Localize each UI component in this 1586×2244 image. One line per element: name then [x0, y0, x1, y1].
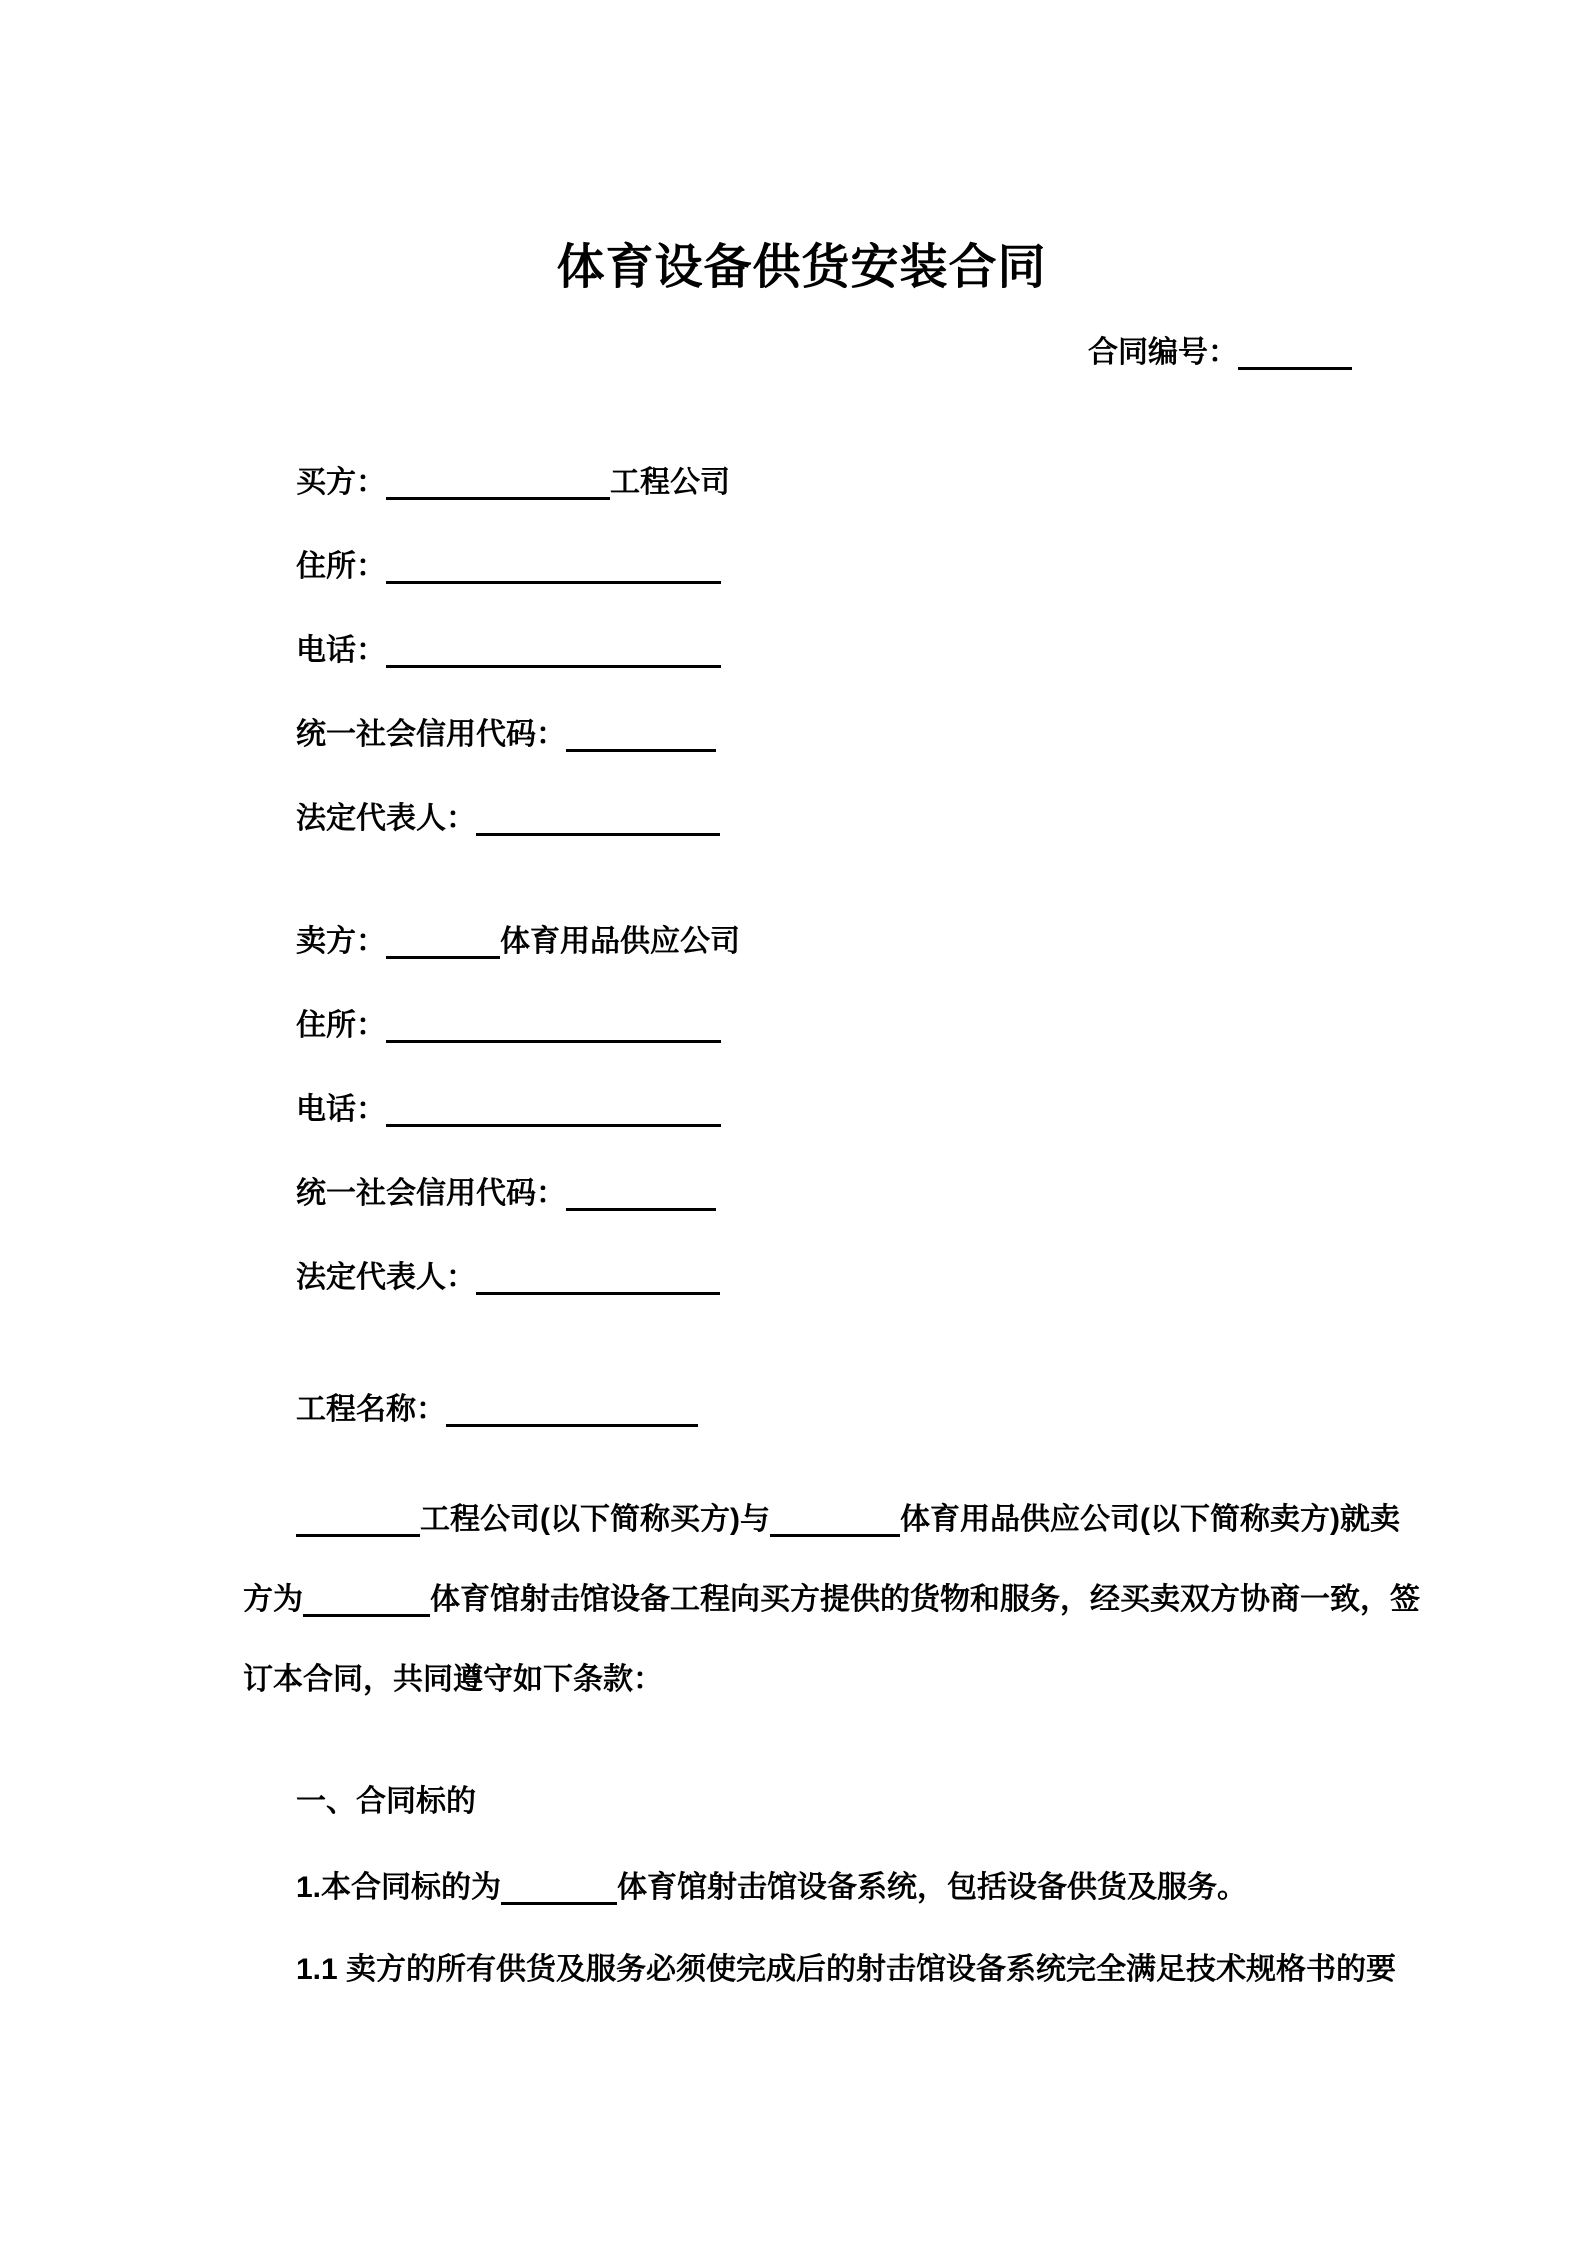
intro-line-1	[243, 1480, 1400, 1560]
document-content	[243, 0, 1420, 2244]
buyer-label: 买方：	[296, 466, 386, 499]
seller-label: 卖方：	[296, 925, 386, 958]
buyer-credit-code-line	[296, 715, 716, 753]
seller-phone-blank	[386, 1090, 721, 1127]
buyer-phone-blank	[386, 631, 721, 668]
intro-line-3	[243, 1640, 1360, 1720]
seller-legal-rep-line	[296, 1258, 720, 1296]
contract-number-blank	[1238, 333, 1352, 370]
buyer-legal-rep-line	[296, 799, 720, 837]
seller-name-suffix: 体育用品供应公司	[500, 925, 740, 958]
buyer-name-suffix: 工程公司	[610, 466, 730, 499]
seller-address-label: 住所：	[296, 1009, 386, 1042]
buyer-phone-line	[296, 631, 721, 669]
project-name-line	[296, 1390, 698, 1428]
seller-address-line	[296, 1006, 721, 1044]
buyer-address-line	[296, 547, 721, 585]
clause-1-1-line	[296, 1952, 1396, 1988]
buyer-legal-rep-label: 法定代表人：	[296, 802, 476, 835]
clause-1-line	[296, 1868, 1247, 1906]
buyer-credit-code-label: 统一社会信用代码：	[296, 718, 566, 751]
buyer-phone-label: 电话：	[296, 634, 386, 667]
intro-line2-text2: 体育馆射击馆设备工程向买方提供的货物和服务，经买卖双方协商一致，签	[430, 1583, 1420, 1616]
intro-line1-text1: 工程公司(以下简称买方)与	[420, 1503, 770, 1536]
intro-line3-text: 订本合同，共同遵守如下条款：	[243, 1663, 663, 1696]
seller-name-blank	[386, 922, 500, 959]
intro-line1-text2: 体育用品供应公司(以下简称卖方)就卖	[899, 1503, 1400, 1536]
intro-line-2	[243, 1560, 1420, 1640]
intro-venue-blank	[303, 1580, 430, 1617]
seller-credit-code-blank	[566, 1174, 716, 1211]
intro-seller-blank	[770, 1500, 900, 1537]
buyer-party-line	[296, 463, 730, 501]
seller-phone-line	[296, 1090, 721, 1128]
clause1-blank	[501, 1868, 617, 1905]
buyer-address-label: 住所：	[296, 550, 386, 583]
seller-credit-code-line	[296, 1174, 716, 1212]
clause1-text2: 体育馆射击馆设备系统，包括设备供货及服务。	[617, 1871, 1248, 1904]
project-name-label: 工程名称：	[296, 1393, 446, 1426]
clause1-1-text: 1.1 卖方的所有供货及服务必须使完成后的射击馆设备系统完全满足技术规格书的要	[296, 1953, 1397, 1986]
intro-paragraph	[243, 1480, 1420, 1720]
clause1-text1: 1.本合同标的为	[296, 1871, 502, 1904]
intro-line2-text1: 方为	[243, 1583, 303, 1616]
buyer-name-blank	[386, 463, 610, 500]
seller-address-blank	[386, 1006, 721, 1043]
section1-heading: 一、合同标的	[296, 1785, 476, 1818]
buyer-legal-rep-blank	[476, 799, 720, 836]
contract-number-label: 合同编号：	[1088, 336, 1238, 369]
intro-buyer-blank	[296, 1500, 420, 1537]
buyer-address-blank	[386, 547, 721, 584]
contract-number-line	[1088, 333, 1352, 371]
document-title: 体育设备供货安装合同	[556, 241, 1047, 294]
seller-credit-code-label: 统一社会信用代码：	[296, 1177, 566, 1210]
seller-legal-rep-label: 法定代表人：	[296, 1261, 476, 1294]
buyer-credit-code-blank	[566, 715, 716, 752]
seller-phone-label: 电话：	[296, 1093, 386, 1126]
seller-party-line	[296, 922, 740, 960]
project-name-blank	[446, 1390, 698, 1427]
seller-legal-rep-blank	[476, 1258, 720, 1295]
